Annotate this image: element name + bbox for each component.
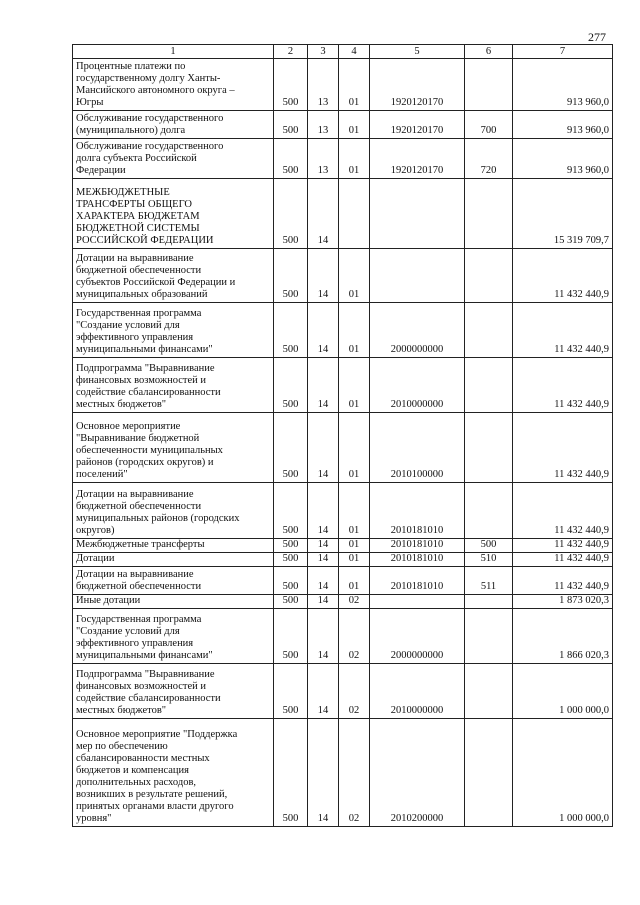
expense-type-cell: [465, 483, 513, 539]
table-row: [73, 567, 613, 595]
target-item-cell: 2010181010: [370, 553, 465, 567]
table-row: [73, 249, 613, 303]
amount-cell: 1 873 020,3: [513, 595, 613, 609]
table-row: [73, 595, 613, 609]
target-item-cell: [370, 249, 465, 303]
subsection-cell: [339, 179, 370, 249]
target-item-cell: 2010000000: [370, 664, 465, 719]
row-name-cell: Подпрограмма "Выравнивание финансовых возможностей и содействие сбалансированности местных бюджетов": [73, 358, 274, 413]
expense-type-cell: [465, 249, 513, 303]
section-cell: 13: [308, 59, 339, 111]
section-cell: 14: [308, 483, 339, 539]
target-item-cell: 2000000000: [370, 303, 465, 358]
section-cell: 14: [308, 567, 339, 595]
column-header: 6: [465, 45, 513, 59]
table-row: [73, 179, 613, 249]
target-item-cell: 2010100000: [370, 413, 465, 483]
section-cell: 14: [308, 553, 339, 567]
amount-cell: 11 432 440,9: [513, 249, 613, 303]
section-cell: 13: [308, 111, 339, 139]
row-name-cell: Подпрограмма "Выравнивание финансовых возможностей и содействие сбалансированности местных бюджетов": [73, 664, 274, 719]
admin-code-cell: 500: [274, 303, 308, 358]
table-row: [73, 483, 613, 539]
section-cell: 14: [308, 413, 339, 483]
expense-type-cell: [465, 413, 513, 483]
target-item-cell: 2010000000: [370, 358, 465, 413]
amount-cell: 1 866 020,3: [513, 609, 613, 664]
table-row: [73, 664, 613, 719]
table-row: [73, 719, 613, 827]
row-name-cell: Дотации на выравнивание бюджетной обеспеченности: [73, 567, 274, 595]
target-item-cell: [370, 595, 465, 609]
section-cell: 14: [308, 249, 339, 303]
amount-cell: 11 432 440,9: [513, 553, 613, 567]
subsection-cell: 01: [339, 111, 370, 139]
amount-cell: 11 432 440,9: [513, 483, 613, 539]
subsection-cell: 01: [339, 249, 370, 303]
table-row: [73, 59, 613, 111]
expense-type-cell: 720: [465, 139, 513, 179]
admin-code-cell: 500: [274, 413, 308, 483]
target-item-cell: 2000000000: [370, 609, 465, 664]
section-cell: 14: [308, 719, 339, 827]
row-name-cell: Государственная программа "Создание условий для эффективного управления муниципальными финансами": [73, 609, 274, 664]
admin-code-cell: 500: [274, 664, 308, 719]
target-item-cell: 1920120170: [370, 59, 465, 111]
target-item-cell: 2010181010: [370, 539, 465, 553]
section-cell: 14: [308, 539, 339, 553]
column-header: 2: [274, 45, 308, 59]
column-header: 3: [308, 45, 339, 59]
subsection-cell: 02: [339, 664, 370, 719]
target-item-cell: 2010181010: [370, 483, 465, 539]
admin-code-cell: 500: [274, 483, 308, 539]
admin-code-cell: 500: [274, 609, 308, 664]
subsection-cell: 01: [339, 539, 370, 553]
expense-type-cell: [465, 358, 513, 413]
table-row: [73, 111, 613, 139]
amount-cell: 1 000 000,0: [513, 719, 613, 827]
table-row: [73, 553, 613, 567]
table-row: [73, 358, 613, 413]
subsection-cell: 01: [339, 413, 370, 483]
section-cell: 14: [308, 179, 339, 249]
admin-code-cell: 500: [274, 111, 308, 139]
expense-type-cell: [465, 179, 513, 249]
subsection-cell: 01: [339, 59, 370, 111]
admin-code-cell: 500: [274, 249, 308, 303]
table-row: [73, 303, 613, 358]
row-name-cell: Дотации на выравнивание бюджетной обеспеченности субъектов Российской Федерации и муниципальных образований: [73, 249, 274, 303]
admin-code-cell: 500: [274, 553, 308, 567]
admin-code-cell: 500: [274, 595, 308, 609]
column-header: 4: [339, 45, 370, 59]
expense-type-cell: [465, 719, 513, 827]
row-name-cell: МЕЖБЮДЖЕТНЫЕ ТРАНСФЕРТЫ ОБЩЕГО ХАРАКТЕРА БЮДЖЕТАМ БЮДЖЕТНОЙ СИСТЕМЫ РОССИЙСКОЙ ФЕДЕРАЦИИ: [73, 179, 274, 249]
admin-code-cell: 500: [274, 567, 308, 595]
admin-code-cell: 500: [274, 59, 308, 111]
section-cell: 14: [308, 664, 339, 719]
subsection-cell: 02: [339, 719, 370, 827]
target-item-cell: 1920120170: [370, 139, 465, 179]
admin-code-cell: 500: [274, 539, 308, 553]
target-item-cell: 2010200000: [370, 719, 465, 827]
expense-type-cell: [465, 609, 513, 664]
subsection-cell: 01: [339, 358, 370, 413]
amount-cell: 11 432 440,9: [513, 567, 613, 595]
target-item-cell: 2010181010: [370, 567, 465, 595]
column-number-row: [73, 45, 613, 59]
expense-type-cell: [465, 59, 513, 111]
table-row: [73, 413, 613, 483]
row-name-cell: Обслуживание государственного долга субъекта Российской Федерации: [73, 139, 274, 179]
subsection-cell: 01: [339, 567, 370, 595]
expense-type-cell: [465, 303, 513, 358]
table-row: [73, 609, 613, 664]
expense-type-cell: [465, 664, 513, 719]
amount-cell: 11 432 440,9: [513, 539, 613, 553]
row-name-cell: Государственная программа "Создание условий для эффективного управления муниципальными финансами": [73, 303, 274, 358]
column-header: 7: [513, 45, 613, 59]
row-name-cell: Обслуживание государственного (муниципального) долга: [73, 111, 274, 139]
amount-cell: 11 432 440,9: [513, 413, 613, 483]
expense-type-cell: [465, 595, 513, 609]
admin-code-cell: 500: [274, 179, 308, 249]
amount-cell: 913 960,0: [513, 111, 613, 139]
amount-cell: 1 000 000,0: [513, 664, 613, 719]
subsection-cell: 01: [339, 139, 370, 179]
admin-code-cell: 500: [274, 358, 308, 413]
column-header: 5: [370, 45, 465, 59]
subsection-cell: 02: [339, 609, 370, 664]
amount-cell: 15 319 709,7: [513, 179, 613, 249]
subsection-cell: 01: [339, 553, 370, 567]
row-name-cell: Дотации: [73, 553, 274, 567]
expense-type-cell: 500: [465, 539, 513, 553]
amount-cell: 913 960,0: [513, 59, 613, 111]
row-name-cell: Межбюджетные трансферты: [73, 539, 274, 553]
section-cell: 14: [308, 303, 339, 358]
admin-code-cell: 500: [274, 719, 308, 827]
section-cell: 13: [308, 139, 339, 179]
row-name-cell: Процентные платежи по государственному долгу Ханты- Мансийского автономного округа – Югры: [73, 59, 274, 111]
expense-type-cell: 510: [465, 553, 513, 567]
amount-cell: 11 432 440,9: [513, 358, 613, 413]
target-item-cell: [370, 179, 465, 249]
row-name-cell: Основное мероприятие "Выравнивание бюджетной обеспеченности муниципальных районов (городских округов) и поселений": [73, 413, 274, 483]
expense-type-cell: 511: [465, 567, 513, 595]
subsection-cell: 01: [339, 483, 370, 539]
target-item-cell: 1920120170: [370, 111, 465, 139]
row-name-cell: Дотации на выравнивание бюджетной обеспеченности муниципальных районов (городских округов): [73, 483, 274, 539]
amount-cell: 11 432 440,9: [513, 303, 613, 358]
amount-cell: 913 960,0: [513, 139, 613, 179]
section-cell: 14: [308, 595, 339, 609]
subsection-cell: 02: [339, 595, 370, 609]
row-name-cell: Основное мероприятие "Поддержка мер по обеспечению сбалансированности местных бюджетов и компенсация дополнительных расходов, возникших в результате решений, принятых органами власти другого уровня": [73, 719, 274, 827]
expense-type-cell: 700: [465, 111, 513, 139]
column-header: 1: [73, 45, 274, 59]
admin-code-cell: 500: [274, 139, 308, 179]
table-row: [73, 139, 613, 179]
section-cell: 14: [308, 358, 339, 413]
subsection-cell: 01: [339, 303, 370, 358]
page-number: 277: [588, 30, 606, 44]
budget-table: [72, 44, 613, 827]
section-cell: 14: [308, 609, 339, 664]
table-row: [73, 539, 613, 553]
row-name-cell: Иные дотации: [73, 595, 274, 609]
